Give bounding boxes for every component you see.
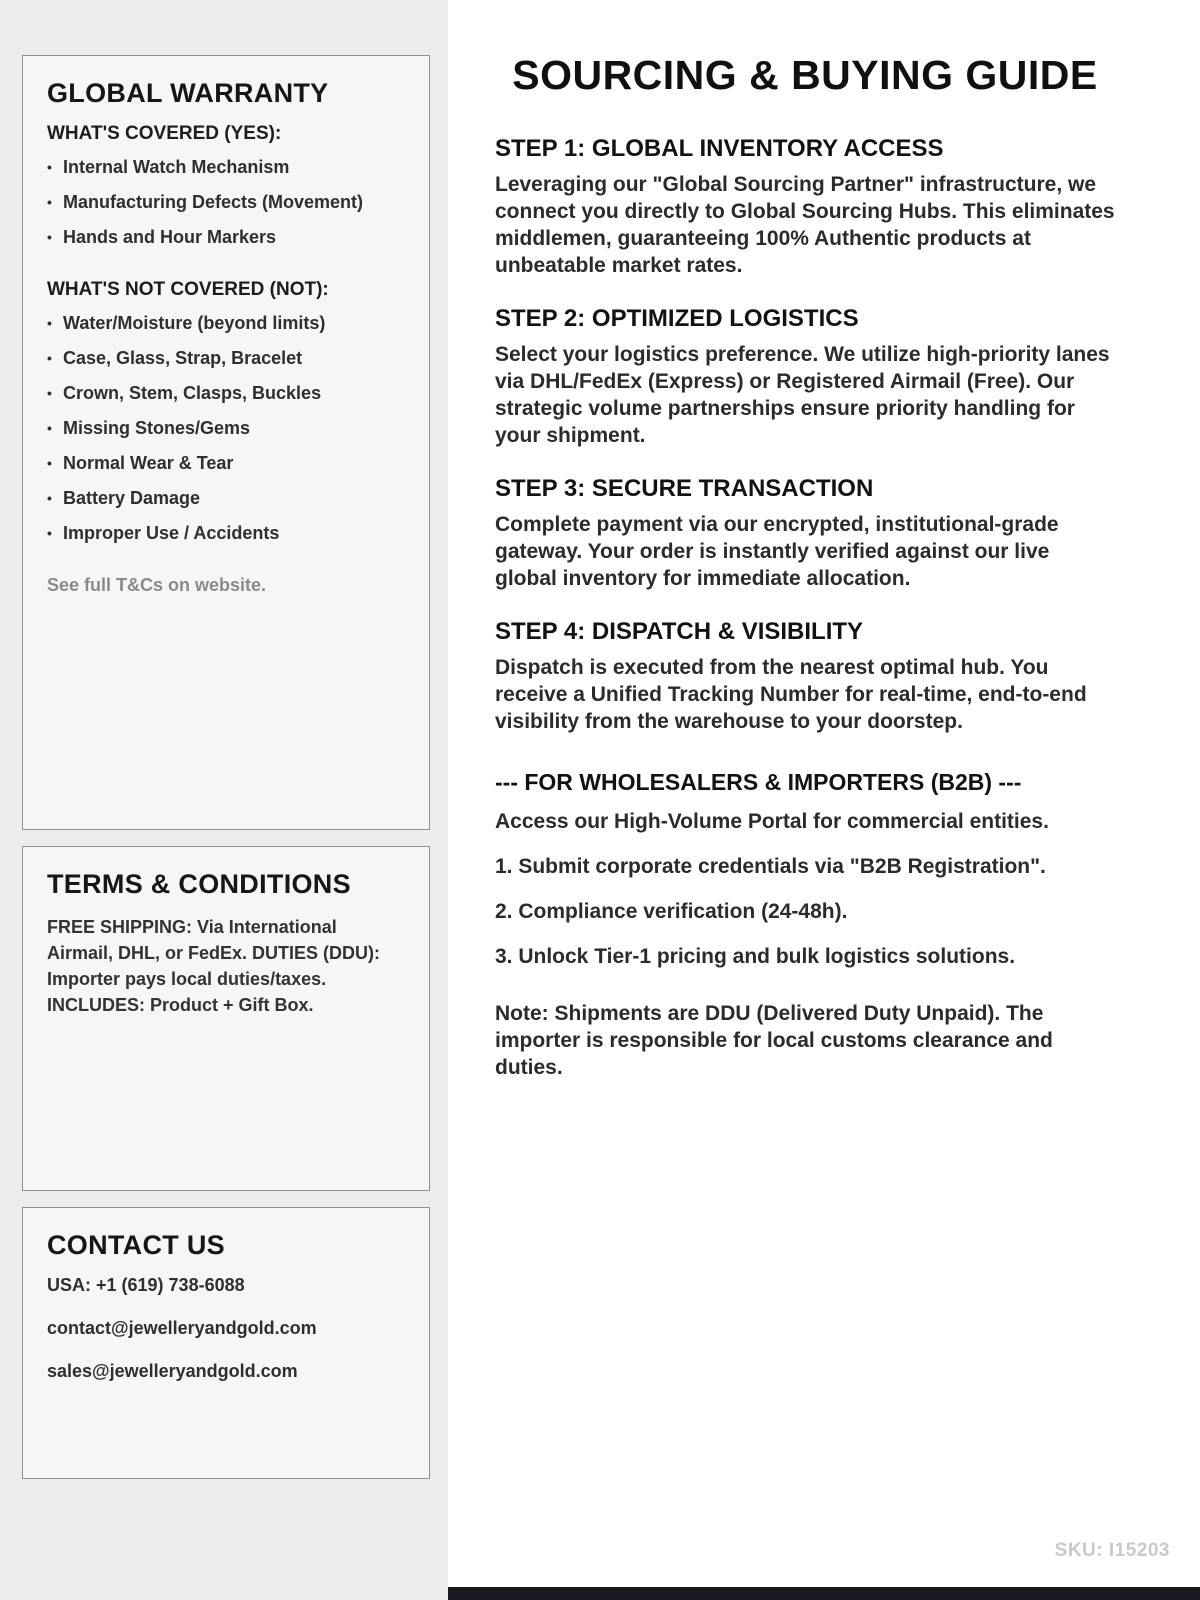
warranty-covered-list	[47, 155, 405, 249]
page-title: SOURCING & BUYING GUIDE	[512, 52, 1098, 98]
warranty-covered-item: • Internal Watch Mechanism	[47, 155, 405, 179]
b2b-heading: --- FOR WHOLESALERS & IMPORTERS (B2B) ---	[495, 769, 1022, 795]
step-body: Complete payment via our encrypted, institutional-grade gateway. Your order is instantly verified against our live global inventory for immediate allocation.	[495, 513, 1059, 590]
contact-email-primary: contact@jewelleryandgold.com	[47, 1318, 317, 1338]
b2b-intro: Access our High-Volume Portal for commercial entities.	[495, 810, 1049, 833]
warranty-not-covered-list	[47, 311, 405, 545]
warranty-title: GLOBAL WARRANTY	[47, 78, 329, 108]
terms-title: TERMS & CONDITIONS	[47, 869, 351, 899]
b2b-note: Note: Shipments are DDU (Delivered Duty Unpaid). The importer is responsible for local customs clearance and duties.	[495, 1002, 1053, 1079]
b2b-item: 2. Compliance verification (24-48h).	[495, 900, 848, 923]
b2b-section	[495, 769, 1115, 1081]
contact-phone: USA: +1 (619) 738-6088	[47, 1275, 245, 1295]
warranty-not-covered-item: • Crown, Stem, Clasps, Buckles	[47, 381, 405, 405]
b2b-item: 3. Unlock Tier-1 pricing and bulk logistics solutions.	[495, 945, 1016, 968]
warranty-not-covered-item: • Water/Moisture (beyond limits)	[47, 311, 405, 335]
terms-body: FREE SHIPPING: Via International Airmail, DHL, or FedEx. DUTIES (DDU): Importer pays local duties/taxes. INCLUDES: Product + Gift Box.	[47, 917, 381, 1015]
step-body: Leveraging our "Global Sourcing Partner" infrastructure, we connect you directly to Global Sourcing Hubs. This eliminates middlemen, guaranteeing 100% Authentic products at unbeatable market rates.	[495, 173, 1115, 277]
warranty-not-covered-item: • Missing Stones/Gems	[47, 416, 405, 440]
warranty-not-covered-item: • Normal Wear & Tear	[47, 451, 405, 475]
step-heading: STEP 3: SECURE TRANSACTION	[495, 475, 874, 502]
main-content	[448, 0, 1200, 1600]
contact-email-sales: sales@jewelleryandgold.com	[47, 1361, 298, 1381]
step-section-2	[495, 305, 1115, 449]
warranty-not-covered-item: • Battery Damage	[47, 486, 405, 510]
sku-label: SKU: I15203	[1054, 1540, 1170, 1561]
contact-panel	[22, 1207, 430, 1479]
warranty-covered-heading: WHAT'S COVERED (YES):	[47, 123, 282, 144]
step-section-4	[495, 618, 1115, 735]
step-section-3	[495, 475, 1115, 592]
step-body: Dispatch is executed from the nearest optimal hub. You receive a Unified Tracking Number for real-time, end-to-end visibility from the warehouse to your doorstep.	[495, 656, 1087, 733]
step-body: Select your logistics preference. We utilize high-priority lanes via DHL/FedEx (Express) or Registered Airmail (Free). Our strategic volume partnerships ensure priority handling for your shipment.	[495, 343, 1110, 447]
warranty-panel	[22, 55, 430, 830]
step-heading: STEP 4: DISPATCH & VISIBILITY	[495, 618, 864, 645]
sidebar	[0, 0, 448, 1600]
step-heading: STEP 1: GLOBAL INVENTORY ACCESS	[495, 135, 944, 162]
warranty-not-covered-item: • Improper Use / Accidents	[47, 521, 405, 545]
warranty-covered-item: • Manufacturing Defects (Movement)	[47, 190, 405, 214]
warranty-not-covered-heading: WHAT'S NOT COVERED (NOT):	[47, 279, 329, 300]
b2b-item: 1. Submit corporate credentials via "B2B Registration".	[495, 855, 1046, 878]
warranty-covered-item: • Hands and Hour Markers	[47, 225, 405, 249]
warranty-footnote: See full T&Cs on website.	[47, 575, 267, 595]
step-section-1	[495, 135, 1115, 279]
contact-title: CONTACT US	[47, 1230, 225, 1260]
warranty-not-covered-item: • Case, Glass, Strap, Bracelet	[47, 346, 405, 370]
bottom-bar	[448, 1587, 1200, 1600]
step-heading: STEP 2: OPTIMIZED LOGISTICS	[495, 305, 859, 332]
terms-panel	[22, 846, 430, 1191]
